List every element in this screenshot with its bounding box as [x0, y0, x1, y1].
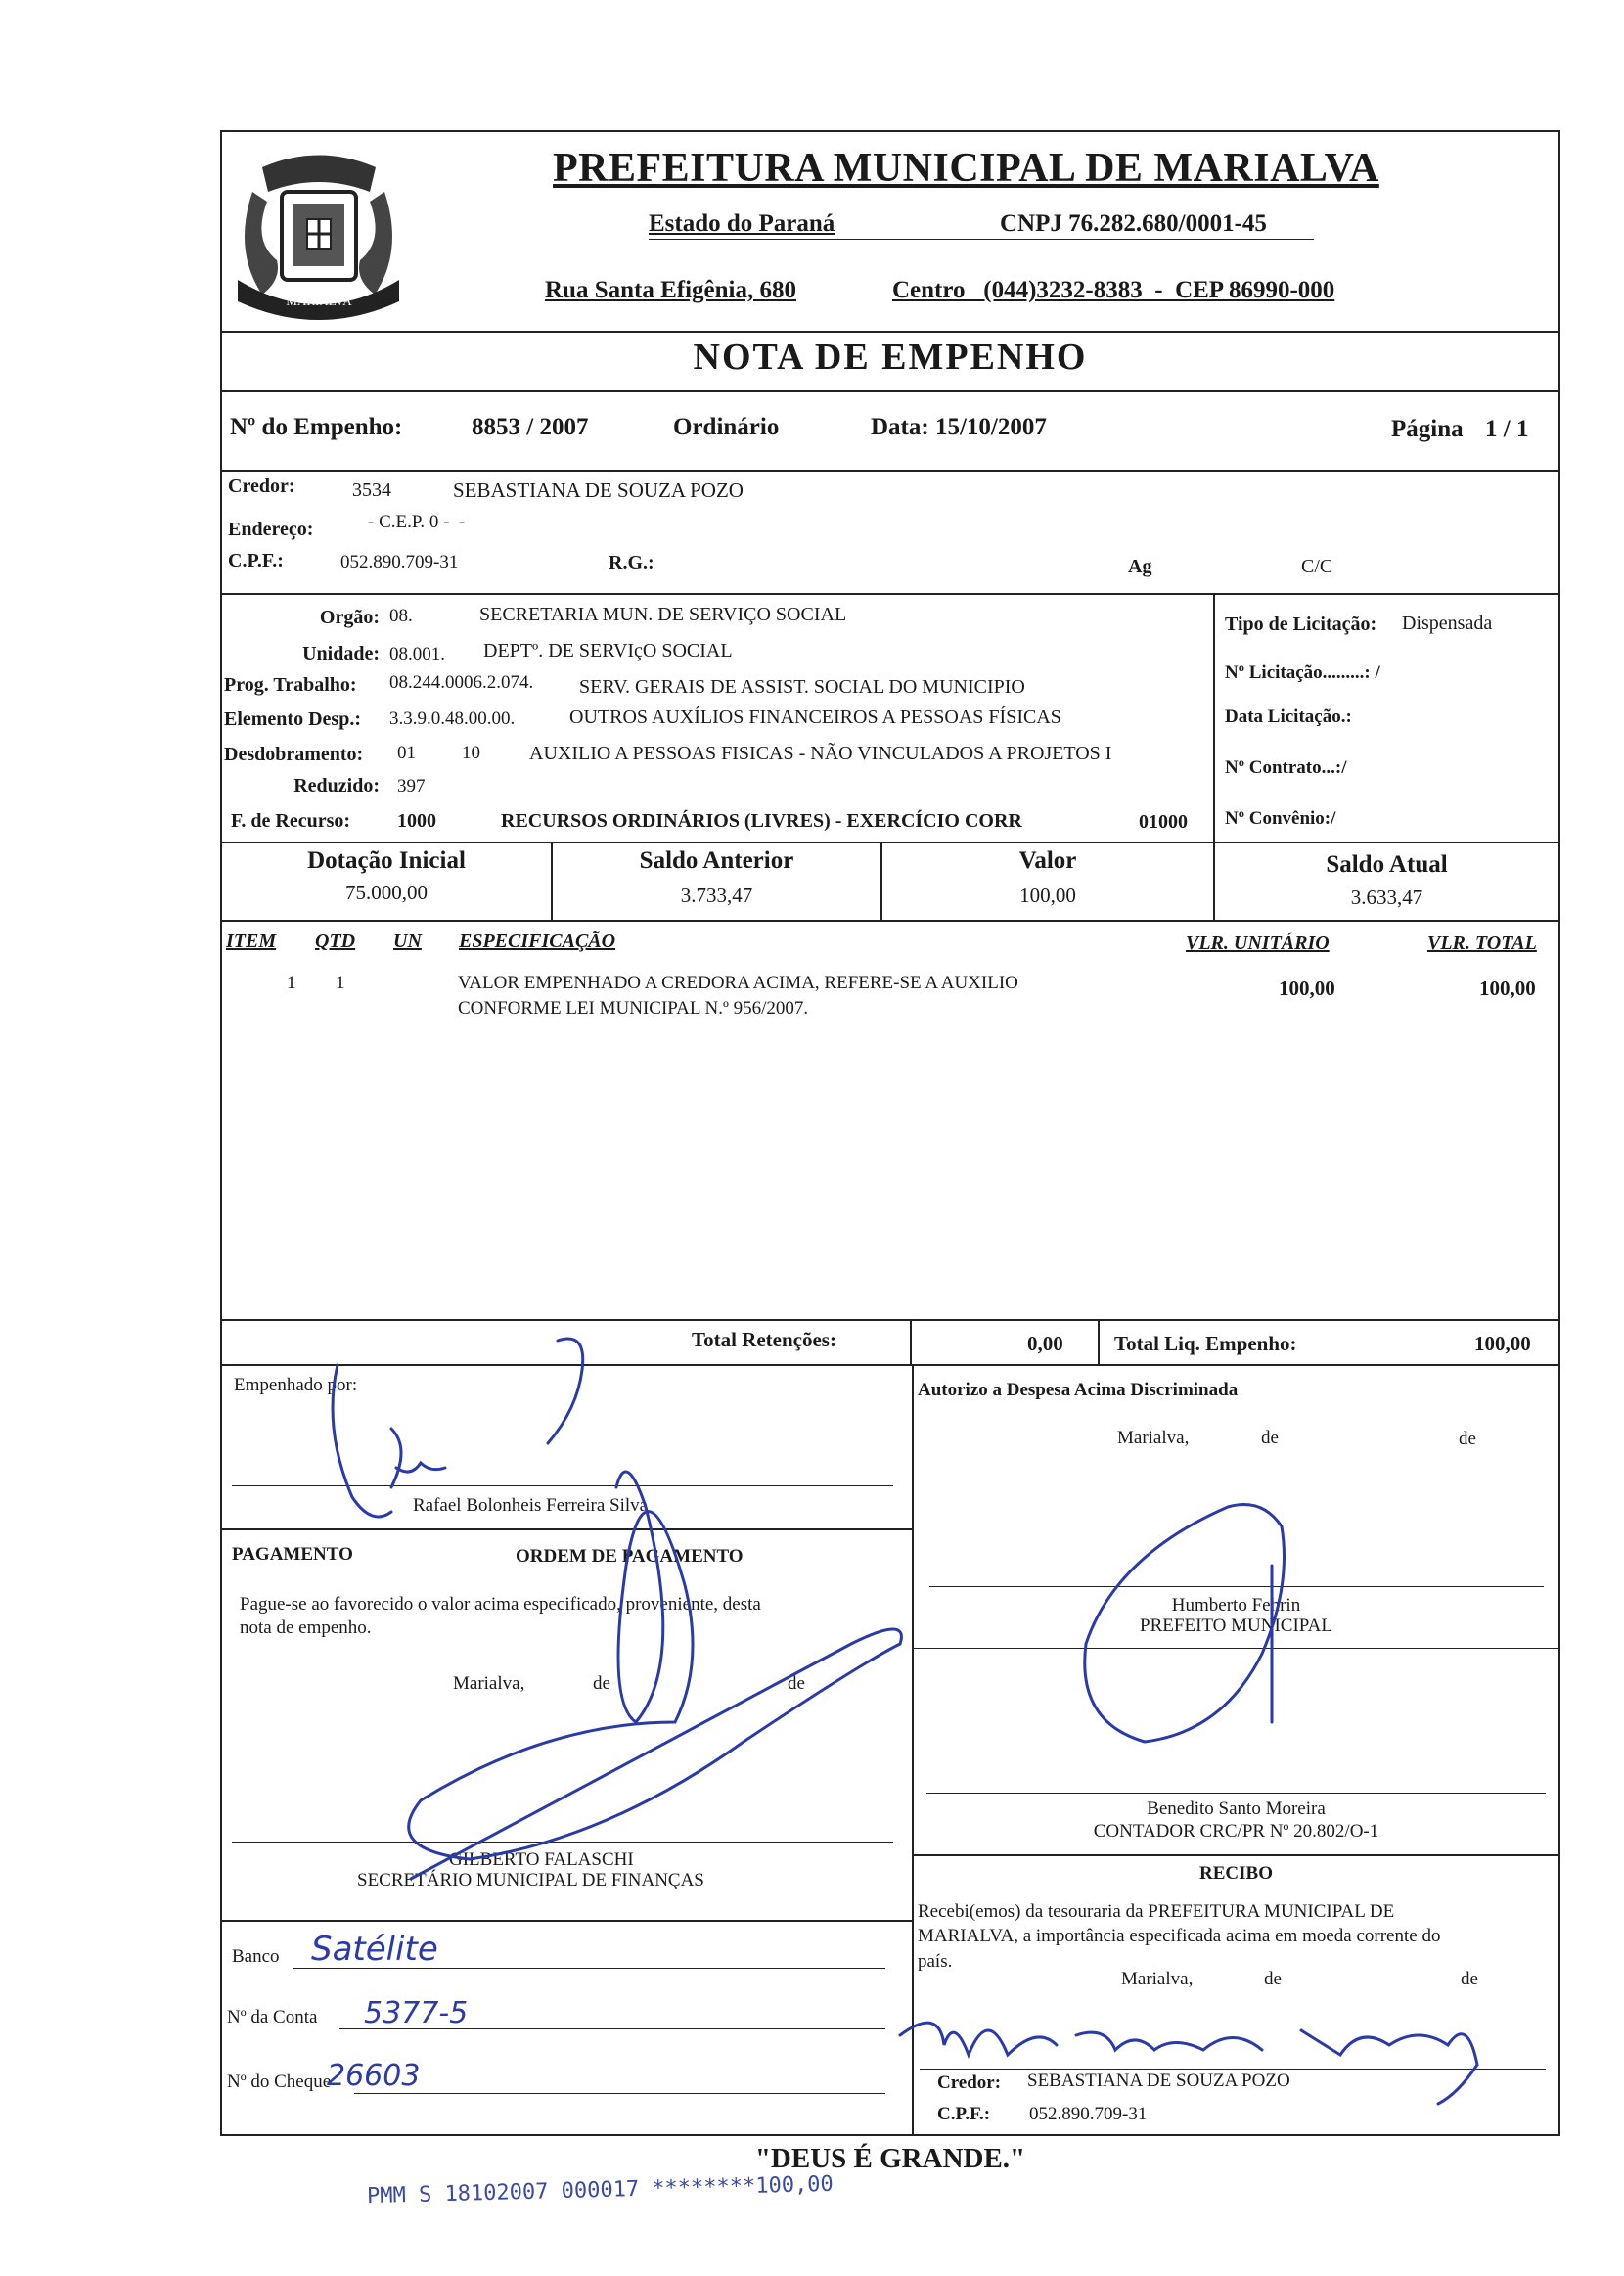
mayor-name: Humberto Fehrin [1171, 1595, 1301, 1616]
cpf-value: 052.890.709-31 [340, 552, 459, 572]
autorizo-de2: de [1459, 1429, 1476, 1449]
accountant-title: CONTADOR CRC/PR Nº 20.802/O-1 [1093, 1821, 1379, 1842]
col-qtd: QTD [315, 931, 356, 952]
pagamento-label: PAGAMENTO [232, 1544, 353, 1565]
item-qty: 1 [336, 973, 345, 993]
empenho-date: Data: 15/10/2007 [871, 414, 1047, 440]
divider [220, 1528, 912, 1530]
item-unit-value: 100,00 [1279, 977, 1335, 1000]
pagamento-text-line2: nota de empenho. [240, 1617, 372, 1638]
unidade-label: Unidade: [302, 643, 380, 664]
recurso-desc: RECURSOS ORDINÁRIOS (LIVRES) - EXERCÍCIO CORR [501, 810, 1022, 832]
autorizo-label: Autorizo a Despesa Acima Discriminada [918, 1380, 1239, 1400]
seal-label: MARIALVA [286, 294, 352, 308]
item-spec-line2: CONFORME LEI MUNICIPAL N.º 956/2007. [458, 998, 809, 1019]
ag-label: Ag [1128, 556, 1152, 577]
cnpj-label: CNPJ 76.282.680/0001-45 [1000, 210, 1267, 237]
empenhado-name: Rafael Bolonheis Ferreira Silva [413, 1495, 649, 1516]
street-label: Rua Santa Efigênia, 680 [545, 277, 796, 303]
recurso-label: F. de Recurso: [231, 810, 351, 832]
prog-label: Prog. Trabalho: [224, 674, 357, 696]
banco-value[interactable]: Satélite [311, 1930, 438, 1969]
elem-desc: OUTROS AUXÍLIOS FINANCEIROS A PESSOAS FÍSICAS [569, 706, 1061, 728]
cpf-label: C.P.F.: [228, 550, 284, 571]
divider [1098, 1319, 1100, 1364]
underline [649, 239, 1314, 240]
desd-code1: 01 [397, 743, 416, 763]
recibo-label: RECIBO [1199, 1863, 1273, 1884]
recibo-cpf-value: 052.890.709-31 [1029, 2104, 1148, 2124]
conta-value[interactable]: 5377-5 [364, 1996, 469, 2030]
secretary-title: SECRETÁRIO MUNICIPAL DE FINANÇAS [357, 1870, 704, 1890]
divider [220, 1319, 1560, 1321]
balance-label: Saldo Anterior [639, 847, 794, 874]
col-unit-value: VLR. UNITÁRIO [1186, 933, 1330, 954]
convenio-number: Nº Convênio:/ [1225, 808, 1336, 829]
licitacao-date: Data Licitação.: [1225, 706, 1352, 727]
reduzido-value: 397 [397, 776, 426, 797]
item-total-value: 100,00 [1479, 977, 1536, 1000]
col-total-value: VLR. TOTAL [1427, 933, 1537, 954]
col-spec: ESPECIFICAÇÃO [459, 931, 616, 952]
accountant-name: Benedito Santo Moreira [1147, 1798, 1326, 1819]
page-number: 1 / 1 [1485, 416, 1529, 442]
item-number: 1 [287, 973, 296, 993]
divider [220, 842, 1560, 843]
balance-label: Valor [1018, 847, 1077, 874]
motto: "DEUS É GRANDE." [754, 2143, 1026, 2174]
divider [220, 1920, 912, 1922]
recibo-text-line1: Recebi(emos) da tesouraria da PREFEITURA MUNICIPAL DE [918, 1901, 1395, 1922]
balance-value: 100,00 [1019, 884, 1076, 907]
empenho-number: 8853 / 2007 [472, 414, 589, 440]
col-un: UN [393, 931, 422, 952]
divider [220, 1364, 1560, 1366]
recibo-de2: de [1461, 1969, 1478, 1989]
balance-value: 3.633,47 [1350, 886, 1423, 909]
cheque-value[interactable]: 26603 [327, 2059, 421, 2093]
desd-desc: AUXILIO A PESSOAS FISICAS - NÃO VINCULADOS A PROJETOS I [529, 743, 1112, 764]
municipal-seal-icon [223, 133, 414, 329]
cc-label: C/C [1301, 556, 1333, 577]
banco-label: Banco [232, 1946, 280, 1967]
page-label: Página [1391, 416, 1464, 442]
pagamento-de1: de [593, 1673, 610, 1694]
secretary-name: GILBERTO FALASCHI [449, 1849, 634, 1870]
prog-code: 08.244.0006.2.074. [389, 672, 534, 693]
conta-label: Nº da Conta [227, 2007, 318, 2027]
signature-line [232, 1842, 893, 1843]
recurso-tail: 01000 [1139, 811, 1188, 833]
divider [220, 390, 1560, 392]
unidade-desc: DEPTº. DE SERVIçO SOCIAL [483, 640, 733, 661]
signature-line [232, 1485, 893, 1486]
endereco-label: Endereço: [228, 519, 314, 540]
divider [220, 470, 1560, 472]
recibo-credor-label: Credor: [937, 2072, 1002, 2093]
recibo-de1: de [1264, 1969, 1282, 1989]
divider [910, 1319, 912, 1364]
pagamento-de2: de [788, 1673, 805, 1694]
liquido-value: 100,00 [1474, 1332, 1531, 1355]
licitacao-type-label: Tipo de Licitação: [1225, 614, 1377, 635]
reduzido-label: Reduzido: [293, 775, 380, 797]
cheque-label: Nº do Cheque [227, 2071, 332, 2092]
orgao-code: 08. [389, 606, 413, 626]
ordem-label: ORDEM DE PAGAMENTO [516, 1546, 744, 1567]
balance-label: Dotação Inicial [307, 847, 466, 874]
divider [912, 1854, 1560, 1856]
credor-label: Credor: [228, 476, 295, 497]
liquido-label: Total Liq. Empenho: [1114, 1332, 1297, 1355]
autorizo-city: Marialva, [1117, 1428, 1190, 1448]
pagamento-text-line1: Pague-se ao favorecido o valor acima especificado, proveniente, desta [240, 1594, 761, 1615]
divider [220, 920, 1560, 922]
recibo-city: Marialva, [1121, 1969, 1194, 1989]
item-spec-line1: VALOR EMPENHADO A CREDORA ACIMA, REFERE-SE A AUXILIO [458, 973, 1018, 993]
signature-line [920, 2069, 1546, 2070]
elem-code: 3.3.9.0.48.00.00. [389, 708, 516, 729]
signature-line [929, 1586, 1544, 1587]
orgao-label: Orgão: [319, 607, 380, 628]
elem-label: Elemento Desp.: [224, 708, 361, 730]
divider [1213, 593, 1215, 842]
state-label: Estado do Paraná [649, 210, 835, 237]
retencoes-value: 0,00 [1027, 1332, 1063, 1355]
licitacao-number: Nº Licitação.........: / [1225, 662, 1380, 683]
signature-line [926, 1793, 1546, 1794]
divider [220, 593, 1560, 595]
unidade-code: 08.001. [389, 644, 445, 664]
empenho-label: Nº do Empenho: [230, 414, 403, 440]
field-line [354, 2093, 885, 2094]
balance-label: Saldo Atual [1326, 851, 1448, 878]
desd-label: Desdobramento: [224, 744, 364, 765]
mayor-title: PREFEITO MUNICIPAL [1140, 1616, 1332, 1636]
balance-value: 3.733,47 [680, 884, 753, 907]
pagamento-city: Marialva, [453, 1673, 525, 1694]
licitacao-type-value: Dispensada [1402, 613, 1493, 634]
recibo-credor-name: SEBASTIANA DE SOUZA POZO [1027, 2071, 1290, 2091]
empenhado-label: Empenhado por: [234, 1375, 358, 1395]
divider [912, 1364, 914, 2136]
payment-stamp: PMM S 18102007 000017 ********100,00 [366, 2171, 835, 2209]
desd-code2: 10 [462, 743, 480, 763]
orgao-desc: SECRETARIA MUN. DE SERVIÇO SOCIAL [479, 604, 847, 625]
col-item: ITEM [226, 931, 277, 952]
credor-code: 3534 [352, 479, 391, 501]
recibo-cpf-label: C.P.F.: [937, 2104, 991, 2124]
empenho-type: Ordinário [673, 414, 780, 440]
autorizo-de1: de [1261, 1428, 1279, 1448]
balance-value: 75.000,00 [345, 881, 428, 904]
contrato-number: Nº Contrato...:/ [1225, 757, 1347, 778]
credor-name: SEBASTIANA DE SOUZA POZO [453, 478, 744, 502]
recibo-text-line3: país. [918, 1951, 953, 1972]
district-phone-label: Centro (044)3232-8383 - CEP 86990-000 [892, 277, 1335, 303]
rg-label: R.G.: [609, 552, 654, 573]
divider [912, 1648, 1560, 1649]
endereco-value: - C.E.P. 0 - - [368, 512, 466, 532]
prog-desc: SERV. GERAIS DE ASSIST. SOCIAL DO MUNICIPIO [579, 676, 1025, 698]
recurso-code: 1000 [397, 810, 436, 832]
document-title: NOTA DE EMPENHO [693, 337, 1088, 378]
retencoes-label: Total Retenções: [692, 1328, 836, 1351]
recibo-text-line2: MARIALVA, a importância especificada acima em moeda corrente do [918, 1926, 1441, 1946]
divider [220, 331, 1560, 333]
prefeitura-title: PREFEITURA MUNICIPAL DE MARIALVA [553, 146, 1379, 191]
